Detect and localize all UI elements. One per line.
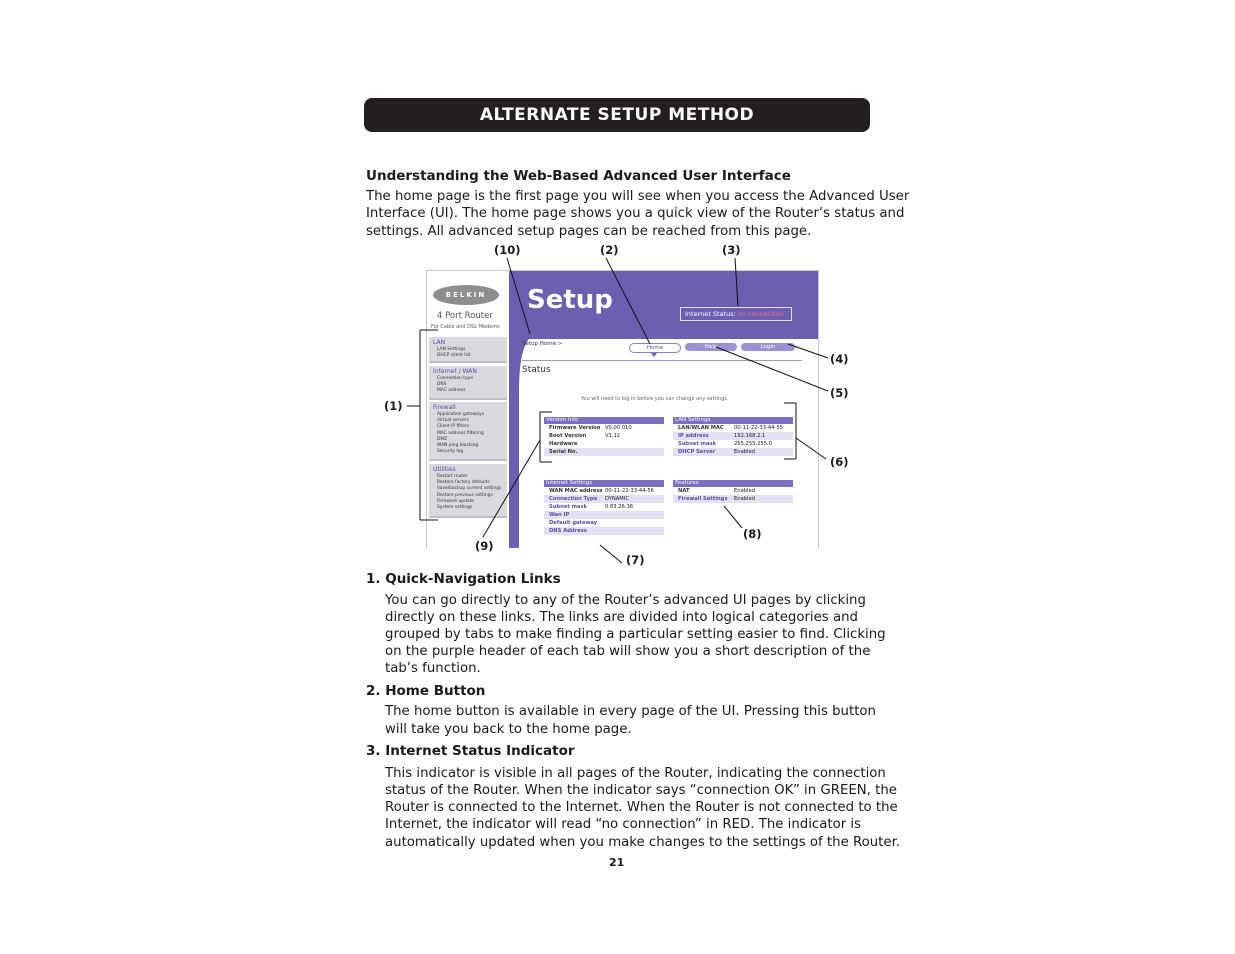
nav-link[interactable]: Application gateways [437, 412, 484, 417]
nav-link[interactable]: Client IP filters [437, 424, 469, 430]
field-value: 00-11-22-33-44-56 [605, 488, 654, 494]
field-label: Firewall Settings [678, 496, 728, 502]
panel-header: Features [673, 480, 793, 487]
page-number: 21 [609, 856, 625, 869]
nav-link[interactable]: System settings [437, 505, 473, 511]
panel-header: Version Info [544, 417, 664, 424]
panel-header: LAN Settings [673, 417, 793, 424]
field-value: V0.00.010 [605, 425, 632, 431]
section-3-line: status of the Router. When the indicator says “connection OK” in GREEN, the [385, 783, 897, 798]
nav-link[interactable]: DNS [437, 382, 447, 388]
callout-10: (10) [494, 243, 521, 257]
field-label: Subnet mask [678, 441, 717, 447]
section-3-line: Internet, the indicator will read “no connection” in RED. The indicator is [385, 817, 862, 832]
field-label: DHCP Server [678, 449, 716, 455]
nav-link[interactable]: Virtual servers [437, 418, 469, 424]
callout-7: (7) [626, 553, 645, 567]
login-button[interactable]: Login [741, 343, 795, 351]
nav-link[interactable]: Security log [437, 449, 464, 455]
field-label: WAN MAC address [549, 488, 603, 494]
internet-status-label: Internet Status: [685, 310, 736, 318]
nav-link[interactable]: MAC address [437, 388, 466, 394]
help-button[interactable]: Help [685, 343, 737, 351]
field-label: Boot Version [549, 433, 587, 439]
section-3-line: Router is connected to the Internet. When the Router is not connected to the [385, 800, 898, 815]
callout-9: (9) [475, 539, 494, 553]
field-label: Serial No. [549, 449, 578, 455]
section-1-line: directly on these links. The links are divided into logical categories and [385, 610, 858, 625]
field-value: Enabled [734, 449, 755, 455]
section-1-line: You can go directly to any of the Router’s advanced UI pages by clicking [385, 593, 866, 608]
intro-line-1: The home page is the first page you will see when you access the Advanced User [366, 189, 910, 204]
field-label: Wan IP [549, 512, 570, 518]
field-value: 255.255.255.0 [734, 441, 772, 447]
belkin-logo: BELKIN [433, 285, 499, 305]
section-heading: Understanding the Web-Based Advanced User Interface [366, 168, 791, 184]
nav-link[interactable]: DMZ [437, 436, 448, 442]
nav-link[interactable]: Connection type [437, 376, 474, 381]
tab-header[interactable]: LAN [433, 339, 446, 346]
page-title: Setup [527, 285, 613, 315]
callout-5: (5) [830, 386, 849, 400]
intro-line-2: Interface (UI). The home page shows you a quick view of the Router’s status and [366, 206, 905, 221]
field-value: 00-11-22-33-44-55 [734, 425, 783, 431]
internet-status-value: no connection [737, 310, 784, 318]
field-label: Subnet mask [549, 504, 588, 510]
section-3-title: 3. Internet Status Indicator [366, 743, 575, 759]
field-value: V1.12 [605, 433, 621, 439]
home-button[interactable]: Home [629, 343, 681, 353]
section-1-title: 1. Quick-Navigation Links [366, 571, 561, 587]
callout-8: (8) [743, 527, 762, 541]
section-1-line: tab’s function. [385, 661, 481, 676]
nav-link[interactable]: Save/backup current settings [437, 486, 502, 492]
field-label: Connection Type [549, 496, 598, 502]
breadcrumb[interactable]: Setup Home > [522, 341, 563, 347]
nav-link[interactable]: LAN Settings [437, 347, 466, 352]
section-2-line: The home button is available in every page of the UI. Pressing this button [385, 704, 876, 719]
tab-header[interactable]: Utilities [433, 466, 456, 473]
section-2-line: will take you back to the home page. [385, 722, 632, 737]
field-label: Hardware [549, 441, 578, 447]
field-value: DYNAMIC [605, 496, 629, 502]
callout-4: (4) [830, 352, 849, 366]
section-3-line: automatically updated when you make changes to the settings of the Router. [385, 835, 901, 850]
status-heading: Status [522, 365, 551, 375]
section-1-line: grouped by tabs to make finding a particular setting easier to find. Clicking [385, 627, 886, 642]
model-subtitle: For Cable and DSL Modems [431, 324, 500, 330]
nav-link[interactable]: DHCP client list [437, 353, 471, 359]
callout-6: (6) [830, 455, 849, 469]
tab-header[interactable]: Firewall [433, 404, 456, 411]
field-label: IP address [678, 433, 709, 439]
field-label: DNS Address [549, 528, 587, 534]
nav-link[interactable]: Restart router [437, 474, 468, 479]
nav-link[interactable]: Firmware update [437, 498, 474, 504]
login-note: You will need to log in before you can change any settings. [581, 396, 729, 402]
field-label: Firmware Version [549, 425, 601, 431]
nav-link[interactable]: WAN ping blocking [437, 443, 479, 449]
nav-link[interactable]: MAC address filtering [437, 430, 484, 436]
intro-line-3: settings. All advanced setup pages can be reached from this page. [366, 224, 812, 239]
field-value: Enabled [734, 488, 755, 494]
section-banner: ALTERNATE SETUP METHOD [364, 98, 870, 132]
section-2-title: 2. Home Button [366, 683, 486, 699]
panel-header: Internet Settings [544, 480, 664, 487]
field-value: 192.168.2.1 [734, 433, 766, 439]
callout-3: (3) [722, 243, 741, 257]
model-name: 4 Port Router [437, 311, 493, 321]
field-label: NAT [678, 488, 690, 494]
field-label: LAN/WLAN MAC [678, 425, 724, 431]
field-value: 0.83.26.36 [605, 504, 634, 510]
field-value: Enabled [734, 496, 755, 502]
callout-1: (1) [384, 399, 403, 413]
field-label: Default gateway [549, 520, 598, 526]
nav-link[interactable]: Restore previous settings [437, 492, 493, 498]
nav-link[interactable]: Restore factory defaults [437, 480, 490, 486]
section-1-line: on the purple header of each tab will show you a short description of the [385, 644, 871, 659]
section-3-line: This indicator is visible in all pages of the Router, indicating the connection [385, 766, 886, 781]
tab-header[interactable]: Internet / WAN [433, 368, 477, 375]
callout-2: (2) [600, 243, 619, 257]
